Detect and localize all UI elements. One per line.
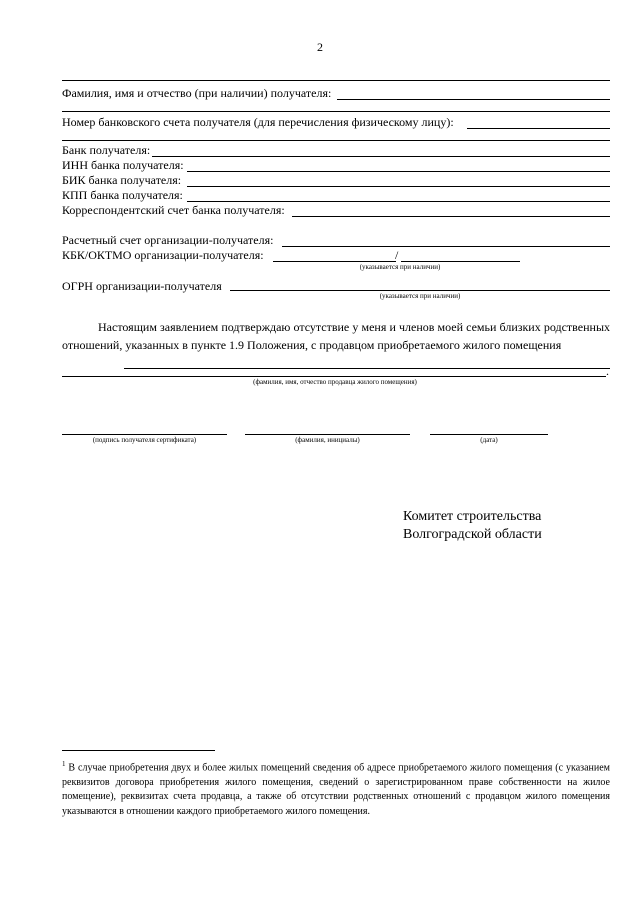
blank-line [62, 140, 610, 141]
statement-end-mark: . [606, 364, 609, 378]
kbk-note: (указывается при наличии) [359, 263, 441, 271]
field-seller-inline[interactable] [124, 368, 610, 369]
field-bik[interactable] [187, 186, 610, 187]
label-bik: БИК банка получателя: [62, 173, 182, 187]
footnote-mark: 1 [62, 760, 66, 768]
footnote-text: В случае приобретения двух и более жилых помещений сведения об адресе приобретаемого жилого помещения (с указанием реквизитов договора приобретения жилого помещения, сведений о зарегистрированном праве собственности на жилое помещение), реквизитах счета продавца, а также об отсутствии родственных отношений с продавцом жилого помещения указываются в отношении каждого приобретаемого жилого помещения. [62, 762, 610, 817]
name-line[interactable] [245, 434, 410, 435]
label-kpp: КПП банка получателя: [62, 188, 183, 202]
label-corr: Корреспондентский счет банка получателя: [62, 203, 285, 217]
field-kbk[interactable] [273, 261, 396, 262]
signature-line[interactable] [62, 434, 227, 435]
label-bank: Банк получателя: [62, 143, 151, 157]
field-corr[interactable] [292, 216, 610, 217]
committee-block [403, 508, 542, 544]
label-account: Номер банковского счета получателя (для перечисления физическому лицу): [62, 115, 454, 129]
field-settlement[interactable] [282, 246, 610, 247]
label-kbk: КБК/ОКТМО организации-получателя: [62, 248, 264, 262]
statement-text: Настоящим заявлением подтверждаю отсутствие у меня и членов моей семьи близких родственных отношений, указанных в пункте 1.9 Положения, с продавцом приобретаемого жилого помещения [62, 320, 610, 352]
name-caption: (фамилия, инициалы) [295, 436, 360, 444]
field-fio[interactable] [337, 99, 610, 100]
date-line[interactable] [430, 434, 548, 435]
field-bank[interactable] [152, 156, 610, 157]
field-seller-name[interactable] [62, 376, 606, 377]
label-inn: ИНН банка получателя: [62, 158, 184, 172]
field-kpp[interactable] [187, 201, 610, 202]
field-oktmo[interactable] [401, 261, 520, 262]
field-account[interactable] [467, 128, 610, 129]
label-fio: Фамилия, имя и отчество (при наличии) получателя: [62, 86, 332, 100]
field-inn[interactable] [187, 171, 610, 172]
statement-paragraph [62, 318, 610, 354]
field-ogrn[interactable] [230, 290, 610, 291]
footnote-separator [62, 750, 215, 751]
blank-line [62, 111, 610, 112]
label-settlement: Расчетный счет организации-получателя: [62, 233, 274, 247]
ogrn-note: (указывается при наличии) [379, 292, 461, 300]
kbk-slash: / [395, 248, 399, 262]
committee-line1: Комитет строительства [403, 509, 542, 524]
signature-caption: (подпись получателя сертификата) [92, 436, 197, 444]
committee-line2: Волгоградской области [403, 527, 542, 542]
label-ogrn: ОГРН организации-получателя [62, 279, 222, 293]
blank-line [62, 80, 610, 81]
seller-note: (фамилия, имя, отчество продавца жилого помещения) [253, 378, 417, 386]
date-caption: (дата) [480, 436, 498, 444]
page-number: 2 [317, 40, 323, 54]
footnote [62, 757, 610, 819]
